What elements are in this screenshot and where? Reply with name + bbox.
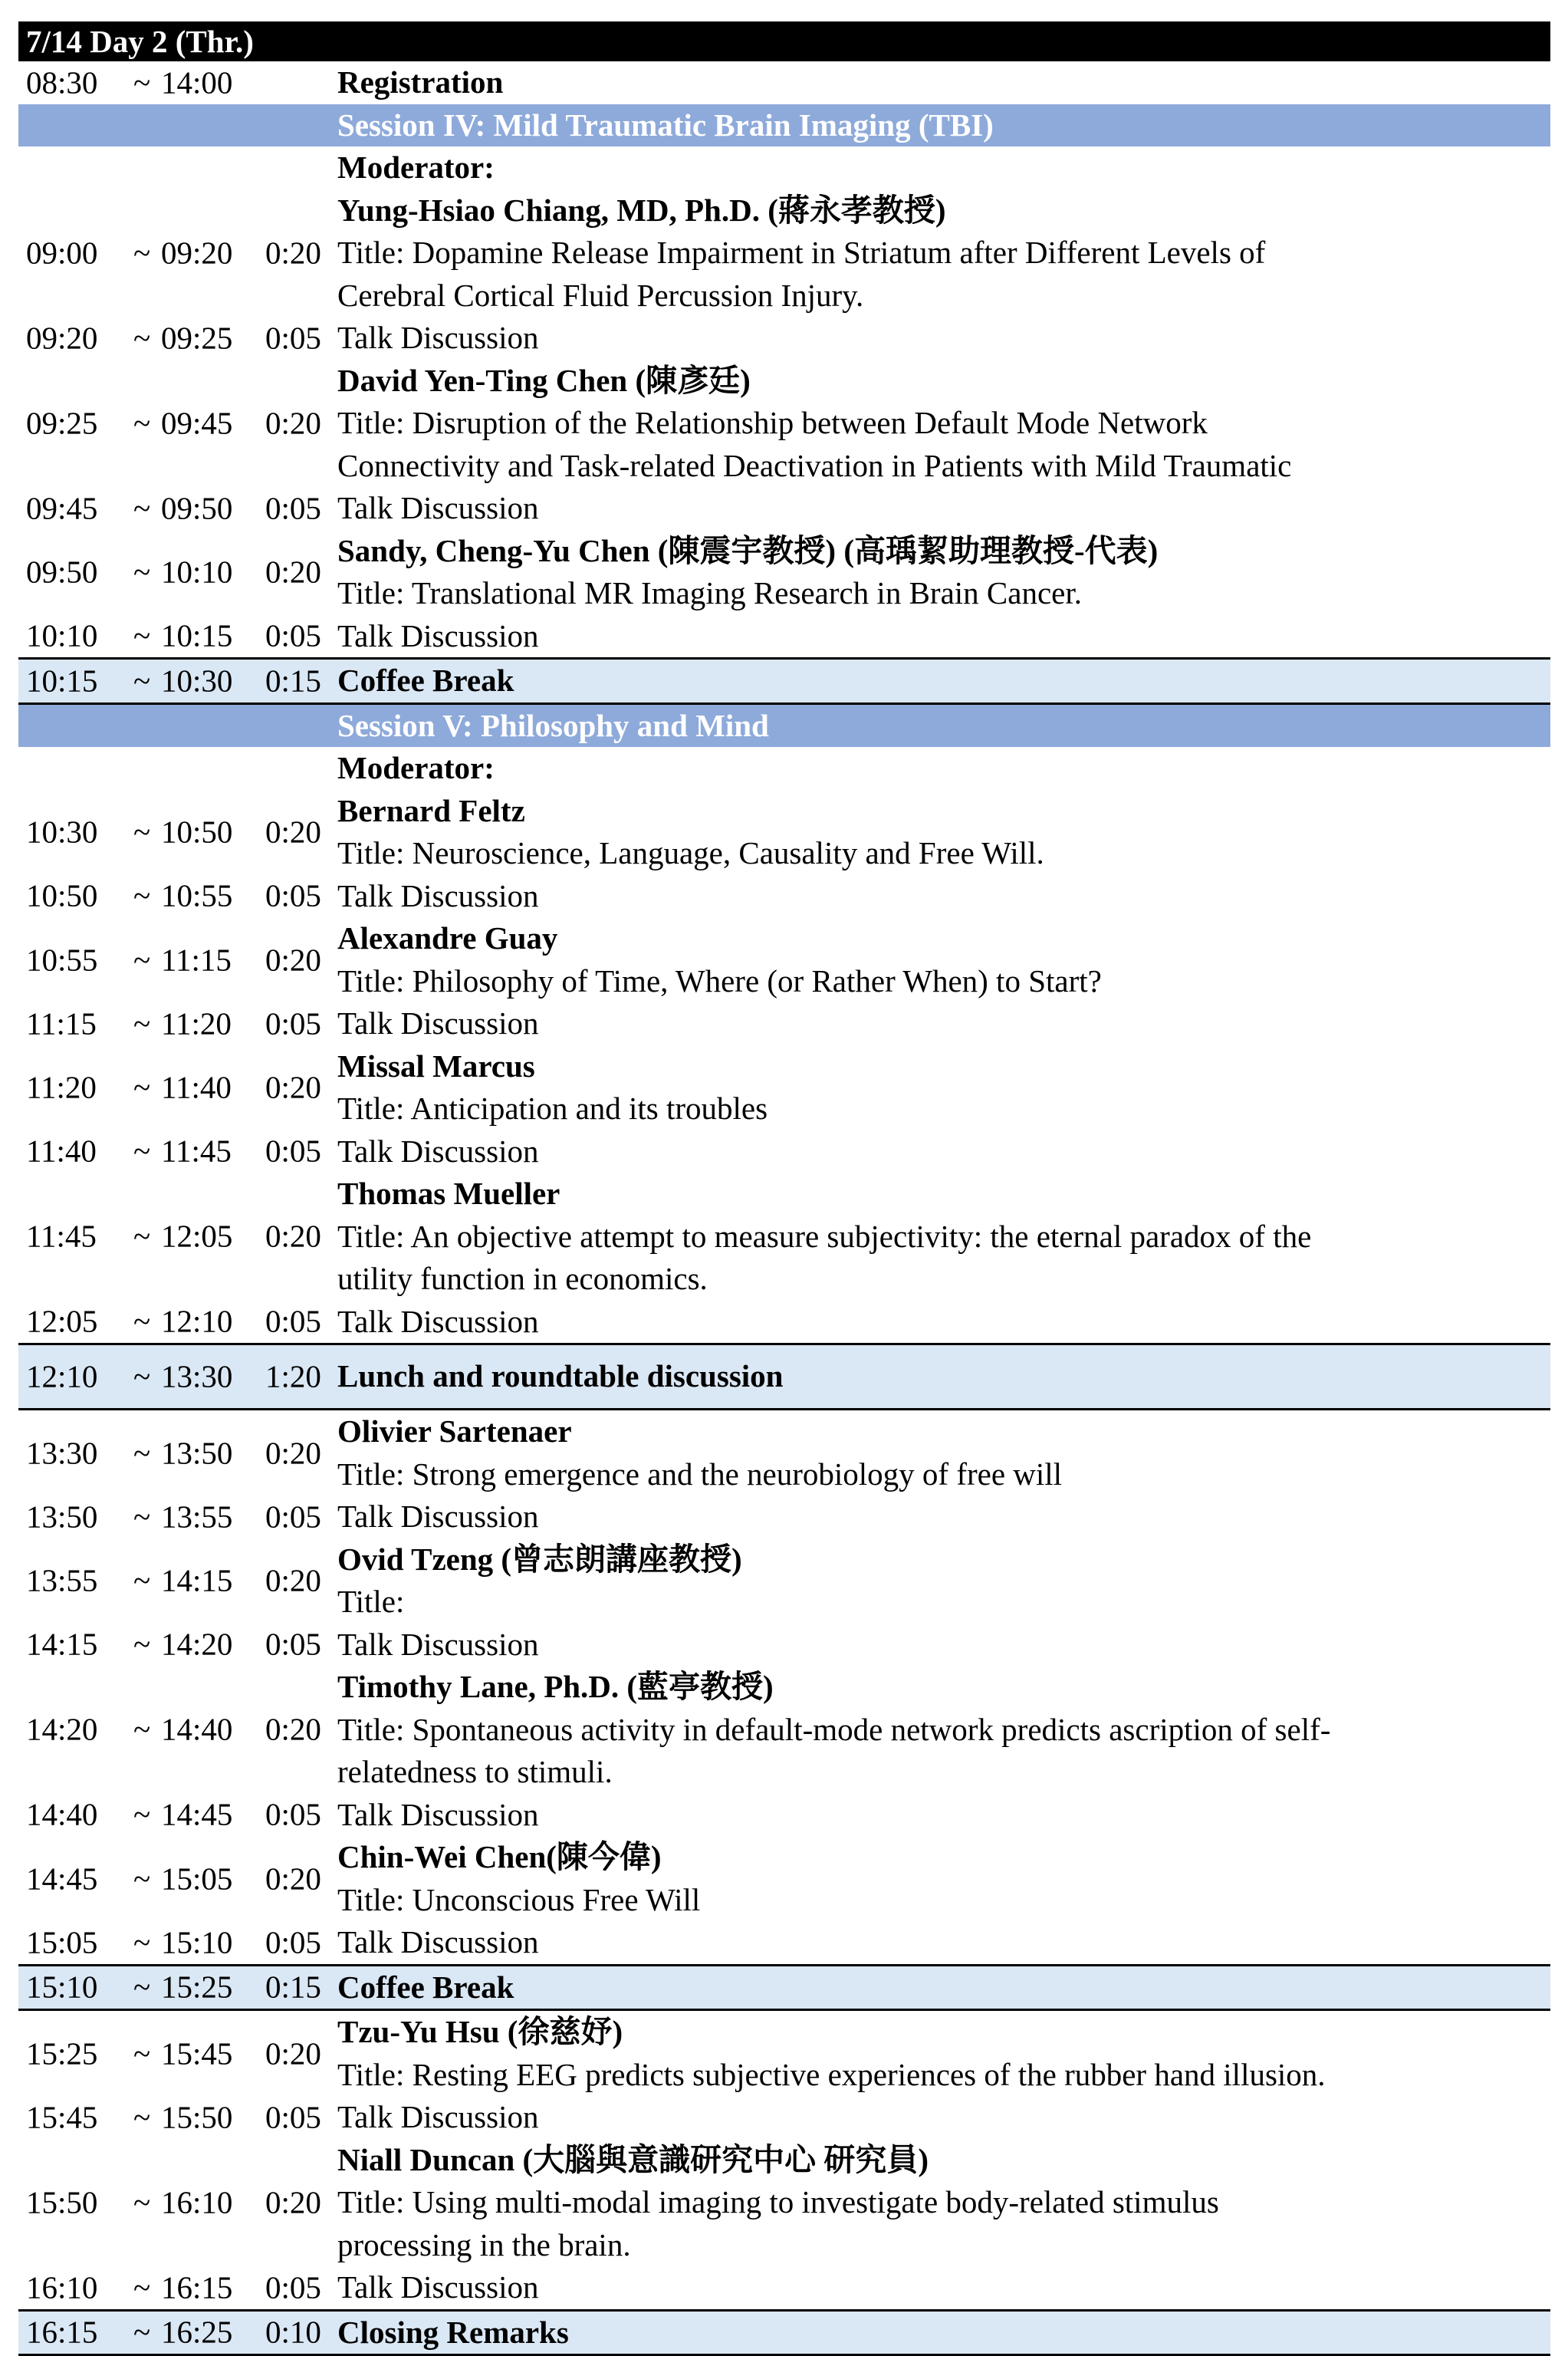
content-line: Talk Discussion bbox=[337, 1794, 1550, 1837]
time-cell bbox=[18, 875, 337, 918]
time-cell bbox=[18, 1045, 337, 1130]
content-cell bbox=[337, 1045, 1550, 1130]
start-time: 10:30 bbox=[26, 811, 97, 854]
start-time: 09:25 bbox=[26, 402, 97, 445]
time-cell bbox=[18, 1921, 337, 1964]
end-time: 11:45 bbox=[161, 1130, 232, 1173]
range-separator: ~ bbox=[133, 1496, 150, 1538]
time-cell bbox=[18, 1130, 337, 1173]
duration: 0:05 bbox=[265, 1002, 321, 1045]
time-cell bbox=[18, 146, 337, 189]
session-header-row bbox=[18, 104, 1550, 147]
end-time: 11:15 bbox=[161, 939, 232, 982]
duration: 0:15 bbox=[265, 1966, 321, 2009]
end-time: 14:45 bbox=[161, 1794, 232, 1837]
discussion-row bbox=[18, 1301, 1550, 1344]
time-cell bbox=[18, 317, 337, 360]
content-line: Title: Strong emergence and the neurobiology of free will bbox=[337, 1453, 1550, 1496]
talk-row bbox=[18, 1836, 1550, 1921]
content-line: Niall Duncan (大腦與意識研究中心 研究員) bbox=[337, 2139, 1550, 2182]
content-line: Tzu-Yu Hsu (徐慈妤) bbox=[337, 2011, 1550, 2054]
content-line: Session IV: Mild Traumatic Brain Imaging (TBI) bbox=[337, 104, 1550, 147]
content-line: Chin-Wei Chen(陳今偉) bbox=[337, 1836, 1550, 1879]
content-line: utility function in economics. bbox=[337, 1258, 1550, 1301]
time-cell bbox=[18, 2096, 337, 2139]
start-time: 15:50 bbox=[26, 2181, 97, 2224]
content-line: Closing Remarks bbox=[337, 2312, 1550, 2354]
end-time: 15:45 bbox=[161, 2032, 232, 2075]
start-time: 15:45 bbox=[26, 2096, 97, 2139]
time-cell bbox=[18, 1794, 337, 1837]
content-line: Talk Discussion bbox=[337, 487, 1550, 530]
talk-row bbox=[18, 530, 1550, 615]
start-time: 09:00 bbox=[26, 232, 97, 275]
duration: 0:05 bbox=[265, 317, 321, 360]
content-cell bbox=[337, 1301, 1550, 1344]
content-line: Title: Disruption of the Relationship between Default Mode Network bbox=[337, 402, 1550, 445]
content-line: Alexandre Guay bbox=[337, 917, 1550, 960]
time-cell bbox=[18, 1538, 337, 1624]
registration-row bbox=[18, 61, 1550, 104]
range-separator: ~ bbox=[133, 1624, 150, 1667]
content-line: Talk Discussion bbox=[337, 1624, 1550, 1667]
content-cell bbox=[337, 1666, 1550, 1794]
talk-row bbox=[18, 1045, 1550, 1130]
end-time: 14:15 bbox=[161, 1559, 232, 1602]
end-time: 10:10 bbox=[161, 551, 232, 594]
range-separator: ~ bbox=[133, 1216, 150, 1259]
content-line: Timothy Lane, Ph.D. (藍亭教授) bbox=[337, 1666, 1550, 1709]
end-time: 15:10 bbox=[161, 1921, 232, 1964]
duration: 0:20 bbox=[265, 1066, 321, 1109]
time-cell bbox=[18, 1966, 337, 2009]
range-separator: ~ bbox=[133, 487, 150, 530]
content-line: Title: Unconscious Free Will bbox=[337, 1879, 1550, 1922]
discussion-row bbox=[18, 615, 1550, 658]
end-time: 13:55 bbox=[161, 1496, 232, 1538]
start-time: 15:25 bbox=[26, 2032, 97, 2075]
content-cell bbox=[337, 530, 1550, 615]
content-line: Talk Discussion bbox=[337, 1002, 1550, 1045]
content-cell bbox=[337, 2139, 1550, 2267]
duration: 0:05 bbox=[265, 2096, 321, 2139]
content-line: Yung-Hsiao Chiang, MD, Ph.D. (蔣永孝教授) bbox=[337, 189, 1550, 232]
start-time: 10:15 bbox=[26, 660, 97, 703]
content-line: Talk Discussion bbox=[337, 2096, 1550, 2139]
content-cell bbox=[337, 189, 1550, 318]
talk-row bbox=[18, 2011, 1550, 2096]
content-line: Missal Marcus bbox=[337, 1045, 1550, 1088]
content-line: Title: bbox=[337, 1581, 1550, 1624]
end-time: 14:00 bbox=[161, 61, 232, 104]
range-separator: ~ bbox=[133, 317, 150, 360]
start-time: 08:30 bbox=[26, 61, 97, 104]
content-cell bbox=[337, 1794, 1550, 1837]
break-row bbox=[18, 2309, 1550, 2356]
content-cell bbox=[337, 1921, 1550, 1964]
duration: 0:10 bbox=[265, 2312, 321, 2354]
content-line: Talk Discussion bbox=[337, 2266, 1550, 2309]
range-separator: ~ bbox=[133, 2032, 150, 2075]
discussion-row bbox=[18, 1624, 1550, 1667]
moderator-row bbox=[18, 747, 1550, 790]
time-cell bbox=[18, 1624, 337, 1667]
content-line: Talk Discussion bbox=[337, 1301, 1550, 1344]
start-time: 09:20 bbox=[26, 317, 97, 360]
start-time: 11:45 bbox=[26, 1216, 97, 1259]
end-time: 09:50 bbox=[161, 487, 232, 530]
content-cell bbox=[337, 1173, 1550, 1301]
talk-row bbox=[18, 1666, 1550, 1794]
range-separator: ~ bbox=[133, 1857, 150, 1900]
content-line: Title: Anticipation and its troubles bbox=[337, 1088, 1550, 1130]
range-separator: ~ bbox=[133, 1355, 150, 1398]
duration: 0:20 bbox=[265, 811, 321, 854]
duration: 0:20 bbox=[265, 1216, 321, 1259]
time-cell bbox=[18, 1836, 337, 1921]
range-separator: ~ bbox=[133, 1301, 150, 1344]
talk-row bbox=[18, 2139, 1550, 2267]
duration: 1:20 bbox=[265, 1355, 321, 1398]
range-separator: ~ bbox=[133, 2312, 150, 2354]
range-separator: ~ bbox=[133, 2096, 150, 2139]
range-separator: ~ bbox=[133, 875, 150, 918]
content-line: Talk Discussion bbox=[337, 615, 1550, 658]
content-line: Coffee Break bbox=[337, 660, 1550, 703]
content-line: Moderator: bbox=[337, 146, 1550, 189]
discussion-row bbox=[18, 2096, 1550, 2139]
content-cell bbox=[337, 487, 1550, 530]
end-time: 15:25 bbox=[161, 1966, 232, 2009]
time-cell bbox=[18, 487, 337, 530]
start-time: 12:05 bbox=[26, 1301, 97, 1344]
start-time: 10:55 bbox=[26, 939, 97, 982]
duration: 0:20 bbox=[265, 232, 321, 275]
content-cell bbox=[337, 1496, 1550, 1538]
discussion-row bbox=[18, 1130, 1550, 1173]
range-separator: ~ bbox=[133, 61, 150, 104]
content-cell bbox=[337, 2312, 1550, 2354]
schedule-table bbox=[18, 21, 1550, 2356]
talk-row bbox=[18, 1173, 1550, 1301]
start-time: 10:50 bbox=[26, 875, 97, 918]
content-line: Registration bbox=[337, 61, 1550, 104]
end-time: 10:55 bbox=[161, 875, 232, 918]
content-line: Olivier Sartenaer bbox=[337, 1410, 1550, 1453]
lunch-row bbox=[18, 1343, 1550, 1410]
content-line: Talk Discussion bbox=[337, 1496, 1550, 1538]
range-separator: ~ bbox=[133, 615, 150, 658]
content-cell bbox=[337, 2266, 1550, 2309]
start-time: 12:10 bbox=[26, 1355, 97, 1398]
talk-row bbox=[18, 1410, 1550, 1496]
discussion-row bbox=[18, 1921, 1550, 1964]
content-cell bbox=[337, 1624, 1550, 1667]
content-line: Title: Resting EEG predicts subjective experiences of the rubber hand illusion. bbox=[337, 2054, 1550, 2097]
time-cell bbox=[18, 1496, 337, 1538]
talk-row bbox=[18, 189, 1550, 318]
break-row bbox=[18, 657, 1550, 705]
content-line: Ovid Tzeng (曾志朗講座教授) bbox=[337, 1538, 1550, 1581]
content-line: Thomas Mueller bbox=[337, 1173, 1550, 1216]
range-separator: ~ bbox=[133, 1709, 150, 1752]
duration: 0:05 bbox=[265, 1496, 321, 1538]
start-time: 15:10 bbox=[26, 1966, 97, 2009]
start-time: 14:20 bbox=[26, 1709, 97, 1752]
duration: 0:20 bbox=[265, 1559, 321, 1602]
content-line: Title: An objective attempt to measure subjectivity: the eternal paradox of the bbox=[337, 1216, 1550, 1259]
content-line: Connectivity and Task-related Deactivation in Patients with Mild Traumatic bbox=[337, 445, 1550, 488]
time-cell bbox=[18, 104, 337, 147]
start-time: 16:10 bbox=[26, 2266, 97, 2309]
content-line: Title: Using multi-modal imaging to investigate body-related stimulus bbox=[337, 2181, 1550, 2224]
content-line: Talk Discussion bbox=[337, 1921, 1550, 1964]
end-time: 09:20 bbox=[161, 232, 232, 275]
range-separator: ~ bbox=[133, 2266, 150, 2309]
start-time: 11:15 bbox=[26, 1002, 97, 1045]
end-time: 11:40 bbox=[161, 1066, 232, 1109]
duration: 0:20 bbox=[265, 1709, 321, 1752]
end-time: 15:05 bbox=[161, 1857, 232, 1900]
content-line: Title: Dopamine Release Impairment in Striatum after Different Levels of bbox=[337, 232, 1550, 275]
break-row bbox=[18, 1964, 1550, 2012]
discussion-row bbox=[18, 1496, 1550, 1538]
content-cell bbox=[337, 317, 1550, 360]
end-time: 10:30 bbox=[161, 660, 232, 703]
content-cell bbox=[337, 660, 1550, 703]
duration: 0:05 bbox=[265, 2266, 321, 2309]
content-cell bbox=[337, 747, 1550, 790]
content-cell bbox=[337, 1538, 1550, 1624]
range-separator: ~ bbox=[133, 2181, 150, 2224]
discussion-row bbox=[18, 317, 1550, 360]
time-cell bbox=[18, 360, 337, 488]
content-line: Sandy, Cheng-Yu Chen (陳震宇教授) (高瑀絜助理教授-代表) bbox=[337, 530, 1550, 573]
duration: 0:05 bbox=[265, 875, 321, 918]
duration: 0:05 bbox=[265, 1921, 321, 1964]
content-line: Title: Translational MR Imaging Research in Brain Cancer. bbox=[337, 572, 1550, 615]
time-cell bbox=[18, 2139, 337, 2267]
discussion-row bbox=[18, 487, 1550, 530]
start-time: 10:10 bbox=[26, 615, 97, 658]
duration: 0:20 bbox=[265, 1432, 321, 1475]
time-cell bbox=[18, 1410, 337, 1496]
time-cell bbox=[18, 615, 337, 658]
talk-row bbox=[18, 360, 1550, 488]
range-separator: ~ bbox=[133, 1966, 150, 2009]
content-cell bbox=[337, 2096, 1550, 2139]
time-cell bbox=[18, 660, 337, 703]
content-cell bbox=[337, 1002, 1550, 1045]
time-cell bbox=[18, 917, 337, 1002]
end-time: 10:50 bbox=[161, 811, 232, 854]
content-line: Talk Discussion bbox=[337, 875, 1550, 918]
content-line: Moderator: bbox=[337, 747, 1550, 790]
end-time: 15:50 bbox=[161, 2096, 232, 2139]
content-line: Title: Spontaneous activity in default-mode network predicts ascription of self- bbox=[337, 1709, 1550, 1752]
range-separator: ~ bbox=[133, 551, 150, 594]
content-line: Title: Philosophy of Time, Where (or Rather When) to Start? bbox=[337, 960, 1550, 1003]
end-time: 16:10 bbox=[161, 2181, 232, 2224]
discussion-row bbox=[18, 2266, 1550, 2309]
duration: 0:20 bbox=[265, 939, 321, 982]
end-time: 11:20 bbox=[161, 1002, 232, 1045]
start-time: 09:45 bbox=[26, 487, 97, 530]
content-cell bbox=[337, 875, 1550, 918]
end-time: 16:15 bbox=[161, 2266, 232, 2309]
talk-row bbox=[18, 917, 1550, 1002]
content-cell bbox=[337, 1345, 1550, 1408]
time-cell bbox=[18, 1301, 337, 1344]
content-line: Title: Neuroscience, Language, Causality and Free Will. bbox=[337, 832, 1550, 875]
time-cell bbox=[18, 2266, 337, 2309]
range-separator: ~ bbox=[133, 1002, 150, 1045]
start-time: 11:40 bbox=[26, 1130, 97, 1173]
end-time: 13:50 bbox=[161, 1432, 232, 1475]
range-separator: ~ bbox=[133, 232, 150, 275]
content-line: relatedness to stimuli. bbox=[337, 1751, 1550, 1794]
content-line: Cerebral Cortical Fluid Percussion Injury. bbox=[337, 275, 1550, 318]
content-cell bbox=[337, 146, 1550, 189]
discussion-row bbox=[18, 1002, 1550, 1045]
duration: 0:05 bbox=[265, 615, 321, 658]
end-time: 13:30 bbox=[161, 1355, 232, 1398]
time-cell bbox=[18, 705, 337, 748]
content-line: Coffee Break bbox=[337, 1966, 1550, 2009]
content-cell bbox=[337, 1410, 1550, 1496]
content-line: Bernard Feltz bbox=[337, 790, 1550, 833]
start-time: 14:45 bbox=[26, 1857, 97, 1900]
content-line: David Yen-Ting Chen (陳彥廷) bbox=[337, 360, 1550, 403]
duration: 0:20 bbox=[265, 402, 321, 445]
content-cell bbox=[337, 360, 1550, 488]
range-separator: ~ bbox=[133, 402, 150, 445]
duration: 0:05 bbox=[265, 1301, 321, 1344]
range-separator: ~ bbox=[133, 1432, 150, 1475]
moderator-row bbox=[18, 146, 1550, 189]
start-time: 13:50 bbox=[26, 1496, 97, 1538]
time-cell bbox=[18, 747, 337, 790]
start-time: 16:15 bbox=[26, 2312, 97, 2354]
range-separator: ~ bbox=[133, 660, 150, 703]
talk-row bbox=[18, 1538, 1550, 1624]
discussion-row bbox=[18, 1794, 1550, 1837]
time-cell bbox=[18, 2011, 337, 2096]
end-time: 12:05 bbox=[161, 1216, 232, 1259]
end-time: 12:10 bbox=[161, 1301, 232, 1344]
content-cell bbox=[337, 2011, 1550, 2096]
content-cell bbox=[337, 705, 1550, 748]
duration: 0:20 bbox=[265, 1857, 321, 1900]
content-line: Talk Discussion bbox=[337, 1130, 1550, 1173]
content-cell bbox=[337, 1966, 1550, 2009]
range-separator: ~ bbox=[133, 811, 150, 854]
start-time: 14:40 bbox=[26, 1794, 97, 1837]
range-separator: ~ bbox=[133, 1066, 150, 1109]
end-time: 14:20 bbox=[161, 1624, 232, 1667]
time-cell bbox=[18, 189, 337, 318]
content-line: Lunch and roundtable discussion bbox=[337, 1355, 783, 1398]
start-time: 15:05 bbox=[26, 1921, 97, 1964]
content-line: Session V: Philosophy and Mind bbox=[337, 705, 1550, 748]
range-separator: ~ bbox=[133, 1794, 150, 1837]
content-cell bbox=[337, 61, 1550, 104]
range-separator: ~ bbox=[133, 1130, 150, 1173]
session-header-row bbox=[18, 705, 1550, 748]
duration: 0:20 bbox=[265, 2181, 321, 2224]
content-cell bbox=[337, 615, 1550, 658]
content-cell bbox=[337, 1836, 1550, 1921]
range-separator: ~ bbox=[133, 1921, 150, 1964]
duration: 0:05 bbox=[265, 1624, 321, 1667]
end-time: 16:25 bbox=[161, 2312, 232, 2354]
duration: 0:15 bbox=[265, 660, 321, 703]
start-time: 13:55 bbox=[26, 1559, 97, 1602]
time-cell bbox=[18, 1173, 337, 1301]
duration: 0:20 bbox=[265, 2032, 321, 2075]
end-time: 14:40 bbox=[161, 1709, 232, 1752]
end-time: 09:25 bbox=[161, 317, 232, 360]
time-cell bbox=[18, 1666, 337, 1794]
start-time: 13:30 bbox=[26, 1432, 97, 1475]
content-line: Talk Discussion bbox=[337, 317, 1550, 360]
end-time: 09:45 bbox=[161, 402, 232, 445]
content-cell bbox=[337, 790, 1550, 875]
range-separator: ~ bbox=[133, 1559, 150, 1602]
content-line: processing in the brain. bbox=[337, 2224, 1550, 2267]
time-cell bbox=[18, 790, 337, 875]
end-time: 10:15 bbox=[161, 615, 232, 658]
start-time: 11:20 bbox=[26, 1066, 97, 1109]
start-time: 09:50 bbox=[26, 551, 97, 594]
day-header: 7/14 Day 2 (Thr.) bbox=[18, 21, 1550, 61]
duration: 0:05 bbox=[265, 1794, 321, 1837]
content-cell bbox=[337, 1130, 1550, 1173]
discussion-row bbox=[18, 875, 1550, 918]
range-separator: ~ bbox=[133, 939, 150, 982]
time-cell bbox=[18, 530, 337, 615]
duration: 0:05 bbox=[265, 487, 321, 530]
start-time: 14:15 bbox=[26, 1624, 97, 1667]
time-cell bbox=[18, 2312, 337, 2354]
time-cell bbox=[18, 1002, 337, 1045]
schedule-rows bbox=[18, 61, 1550, 2356]
content-cell bbox=[337, 104, 1550, 147]
time-cell bbox=[18, 1345, 337, 1408]
duration: 0:05 bbox=[265, 1130, 321, 1173]
content-cell bbox=[337, 917, 1550, 1002]
talk-row bbox=[18, 790, 1550, 875]
time-cell bbox=[18, 61, 337, 104]
duration: 0:20 bbox=[265, 551, 321, 594]
